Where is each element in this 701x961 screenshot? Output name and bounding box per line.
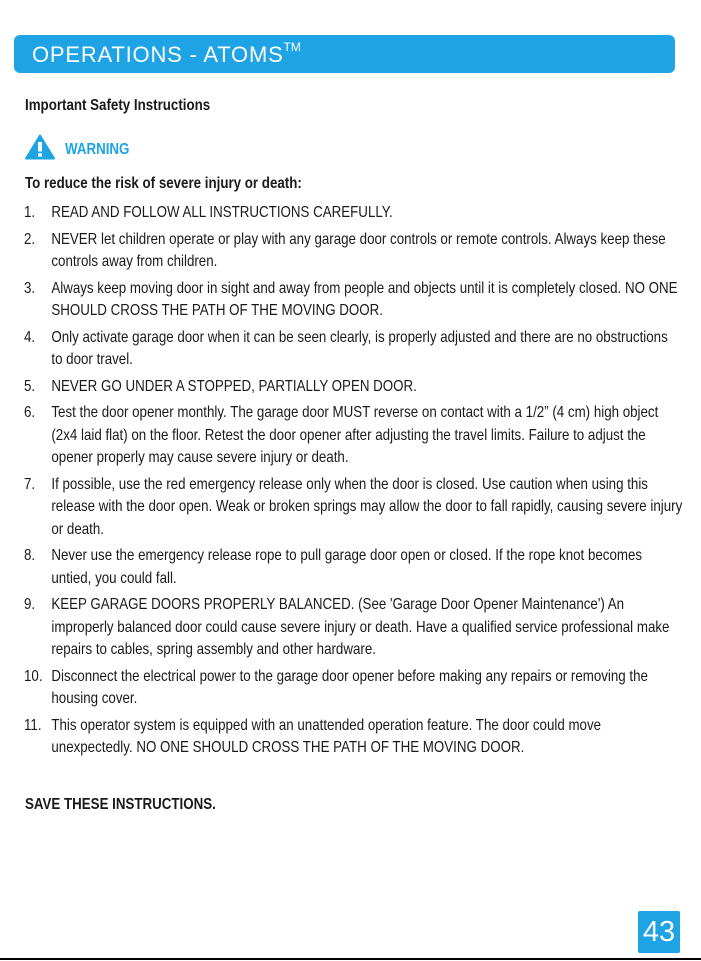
list-item-text: KEEP GARAGE DOORS PROPERLY BALANCED. (See 'Garage Door Opener Maintenance') An improperly balanced door could cause severe injury or death. Have a qualified service professional make repairs to cables, spring assembly and other hardware. [51, 596, 670, 658]
list-item-text: If possible, use the red emergency release only when the door is closed. Use caution when using this release with the door open. Weak or broken springs may allow the door to fall rapidly, causing severe injury or death. [51, 475, 683, 538]
warning-label: WARNING [65, 141, 130, 158]
list-item-number: 4. [24, 328, 36, 346]
save-instructions-note: SAVE THESE INSTRUCTIONS. [25, 796, 216, 813]
list-item-number: 11. [24, 716, 42, 734]
list-item [24, 545, 682, 590]
bottom-rule [0, 958, 701, 960]
page-title-text: OPERATIONS - ATOMS [32, 42, 284, 67]
list-item-text: NEVER GO UNDER A STOPPED, PARTIALLY OPEN DOOR. [51, 377, 417, 395]
instruction-list [24, 202, 682, 764]
list-item [24, 202, 682, 225]
section-heading: Important Safety Instructions [25, 97, 211, 114]
list-item [24, 376, 682, 399]
list-item-text: READ AND FOLLOW ALL INSTRUCTIONS CAREFULLY. [51, 204, 393, 221]
list-item-number: 9. [24, 596, 36, 613]
list-item-number: 1. [24, 204, 36, 221]
list-item-text: Disconnect the electrical power to the garage door opener before making any repairs or removing the housing cover. [51, 667, 648, 707]
trademark-mark: TM [283, 40, 301, 54]
list-item [24, 402, 682, 470]
list-item-text: Only activate garage door when it can be seen clearly, is properly adjusted and there are no obstructions to door travel. [51, 328, 668, 368]
section-header-bar [14, 35, 675, 73]
page-title [32, 40, 301, 68]
warning-triangle-icon [25, 134, 55, 160]
list-item [24, 327, 682, 372]
list-item-number: 3. [24, 279, 36, 297]
list-item-number: 10. [24, 667, 43, 685]
list-item-number: 7. [24, 475, 36, 493]
list-item [24, 474, 682, 542]
list-item [24, 594, 682, 662]
list-item-number: 6. [24, 404, 36, 421]
list-item [24, 715, 682, 760]
list-item-number: 8. [24, 547, 36, 564]
list-item-text: Never use the emergency release rope to pull garage door open or closed. If the rope knot becomes untied, you could fall. [51, 547, 643, 587]
list-item-number: 5. [24, 377, 36, 395]
list-item-text: Always keep moving door in sight and away from people and objects until it is completely closed. NO ONE SHOULD CROSS THE PATH OF THE MOVING DOOR. [51, 279, 678, 319]
list-item [24, 229, 682, 274]
warning-callout [25, 134, 140, 160]
intro-text: To reduce the risk of severe injury or death: [25, 175, 302, 192]
list-item-text: NEVER let children operate or play with any garage door controls or remote controls. Always keep these controls away from children. [51, 230, 666, 270]
list-item [24, 666, 682, 711]
list-item-number: 2. [24, 230, 36, 248]
list-item-text: Test the door opener monthly. The garage door MUST reverse on contact with a 1/2” (4 cm) high object (2x4 laid flat) on the floor. Retest the door opener after adjusting the travel limits. Failure to adjust the opener properly may cause severe injury or death. [51, 404, 659, 466]
list-item [24, 278, 682, 323]
list-item-text: This operator system is equipped with an unattended operation feature. The door could move unexpectedly. NO ONE SHOULD CROSS THE PATH OF THE MOVING DOOR. [51, 716, 602, 756]
page-number: 43 [638, 911, 680, 953]
